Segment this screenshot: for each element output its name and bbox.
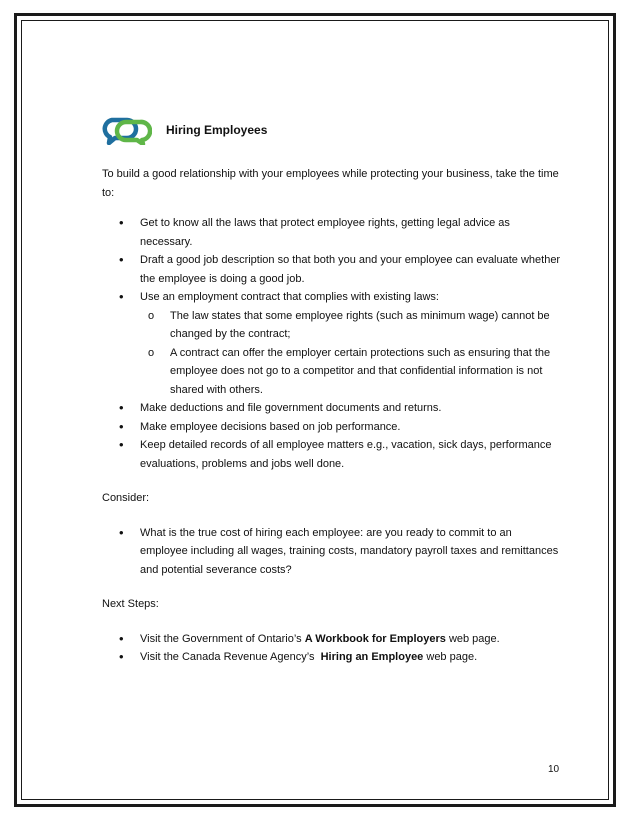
page-content xyxy=(102,115,562,667)
intro-paragraph: To build a good relationship with your employees while protecting your business, take the time to: xyxy=(102,168,559,199)
list-item: • Get to know all the laws that protect employee rights, getting legal advice as necessary. xyxy=(102,214,562,251)
list-item xyxy=(102,288,562,399)
sub-list-item: o The law states that some employee rights (such as minimum wage) cannot be changed by the contract; xyxy=(140,307,562,344)
list-item-text: Visit the Canada Revenue Agency’s xyxy=(140,651,321,663)
contract-subpoints xyxy=(140,307,562,400)
list-item: • Keep detailed records of all employee matters e.g., vacation, sick days, performance evaluations, problems and jobs well done. xyxy=(102,436,562,473)
consider-label: Consider: xyxy=(102,492,150,504)
list-item: • Draft a good job description so that both you and your employee can evaluate whether the employee is doing a good job. xyxy=(102,251,562,288)
workbook-link[interactable]: A Workbook for Employers xyxy=(304,632,446,645)
list-item: • Make deductions and file government documents and returns. xyxy=(102,399,562,418)
consider-list xyxy=(102,524,562,580)
list-item-text: Visit the Government of Ontario’s xyxy=(140,632,305,645)
chat-bubbles-icon xyxy=(100,115,152,145)
list-item: • Make employee decisions based on job performance. xyxy=(102,418,562,437)
list-item xyxy=(102,630,562,649)
section-heading xyxy=(100,115,562,145)
page-number: 10 xyxy=(548,764,560,775)
list-item-text: Use an employment contract that complies with existing laws: xyxy=(140,291,439,303)
list-item xyxy=(102,648,562,667)
list-item-text: web page. xyxy=(423,651,478,663)
list-item: • What is the true cost of hiring each employee: are you ready to commit to an employee including all wages, training costs, mandatory payroll taxes and remittances and potential severance costs? xyxy=(102,524,562,580)
sub-list-item: o A contract can offer the employer certain protections such as ensuring that the employee does not go to a competitor and that confidential information is not shared with others. xyxy=(140,344,562,400)
page-title: Hiring Employees xyxy=(166,122,268,137)
hiring-employee-link[interactable]: Hiring an Employee xyxy=(320,651,424,663)
next-steps-list xyxy=(102,630,562,667)
tips-list xyxy=(102,214,562,473)
next-steps-label: Next Steps: xyxy=(102,598,159,610)
list-item-text: web page. xyxy=(445,632,500,645)
